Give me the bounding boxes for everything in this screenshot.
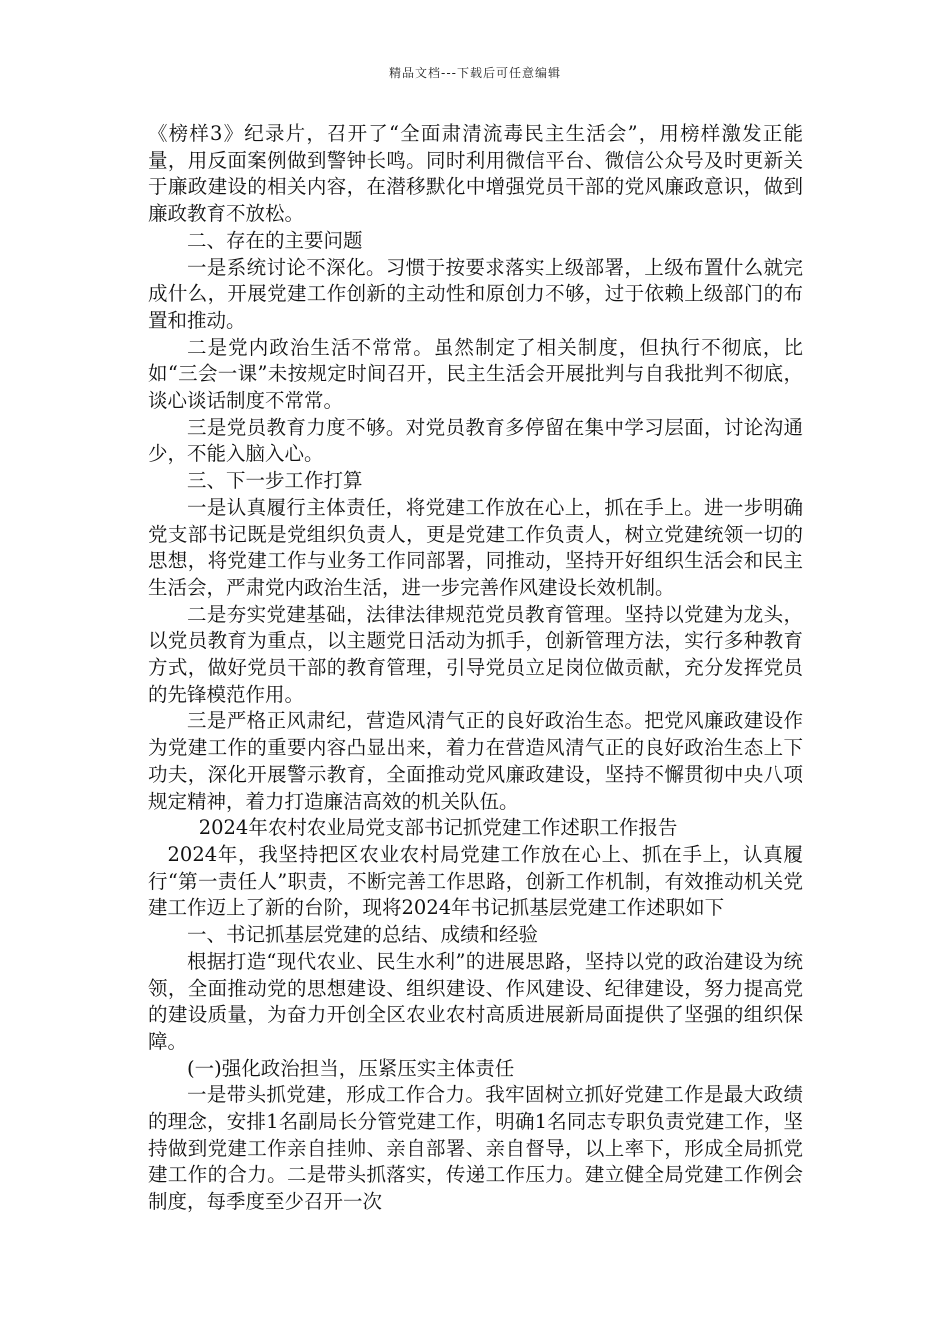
section-heading: 二、存在的主要问题 [187, 228, 363, 252]
paragraph: 三是严格正风肃纪，营造风清气正的良好政治生态。把党风廉政建设作为党建工作的重要内容凸显出来，着力在营造风清气正的良好政治生态上下功夫，深化开展警示教育，全面推动党风廉政建设，坚持不懈贯彻中央八项规定精神，着力打造廉洁高效的机关队伍。 [148, 709, 803, 813]
paragraph: 《榜样3》纪录片，召开了“全面肃清流毒民主生活会”，用榜样激发正能量，用反面案例做到警钟长鸣。同时利用微信平台、微信公众号及时更新关于廉政建设的相关内容，在潜移默化中增强党员干部的党风廉政意识，做到廉政教育不放松。 [148, 122, 803, 226]
paragraph: 一是带头抓党建，形成工作合力。我牢固树立抓好党建工作是最大政绩的理念，安排1名副局长分管党建工作，明确1名同志专职负责党建工作，坚持做到党建工作亲自挂帅、亲自部署、亲自督导，以上率下，形成全局抓党建工作的合力。二是带头抓落实，传递工作压力。建立健全局党建工作例会制度，每季度至少召开一次 [148, 1083, 803, 1214]
paragraph: 二是夯实党建基础，法律法律规范党员教育管理。坚持以党建为龙头，以党员教育为重点，以主题党日活动为抓手，创新管理方法，实行多种教育方式，做好党员干部的教育管理，引导党员立足岗位做贡献，充分发挥党员的先锋模范作用。 [148, 602, 803, 706]
report-title: 2024年农村农业局党支部书记抓党建工作述职工作报告 [198, 816, 678, 840]
paragraph: 一是系统讨论不深化。习惯于按要求落实上级部署，上级布置什么就完成什么，开展党建工作创新的主动性和原创力不够，过于依赖上级部门的布置和推动。 [148, 255, 803, 332]
paragraph: 二是党内政治生活不常常。虽然制定了相关制度，但执行不彻底，比如“三会一课”未按规定时间召开，民主生活会开展批判与自我批判不彻底，谈心谈话制度不常常。 [148, 335, 803, 413]
section-heading: 三、下一步工作打算 [187, 469, 363, 493]
document-body [148, 121, 803, 1216]
paragraph: 一是认真履行主体责任，将党建工作放在心上，抓在手上。进一步明确党支部书记既是党组织负责人，更是党建工作负责人，树立党建统领一切的思想，将党建工作与业务工作同部署，同推动，坚持开好组织生活会和民主生活会，严肃党内政治生活，进一步完善作风建设长效机制。 [148, 495, 803, 599]
paragraph: 三是党员教育力度不够。对党员教育多停留在集中学习层面，讨论沟通少，不能入脑入心。 [148, 415, 803, 466]
paragraph: 根据打造“现代农业、民生水利”的进展思路，坚持以党的政治建设为统领，全面推动党的思想建设、组织建设、作风建设、纪律建设，努力提高党的建设质量，为奋力开创全区农业农村高质进展新局面提供了坚强的组织保障。 [148, 949, 803, 1053]
subsection-heading: (一)强化政治担当，压紧压实主体责任 [187, 1056, 515, 1080]
paragraph: 2024年，我坚持把区农业农村局党建工作放在心上、抓在手上，认真履行“第一责任人”职责，不断完善工作思路，创新工作机制，有效推动机关党建工作迈上了新的台阶，现将2024年书记抓基层党建工作述职如下 [148, 842, 803, 920]
page-header: 精品文档---下载后可任意编辑 [389, 66, 561, 80]
section-heading: 一、书记抓基层党建的总结、成绩和经验 [187, 923, 539, 947]
